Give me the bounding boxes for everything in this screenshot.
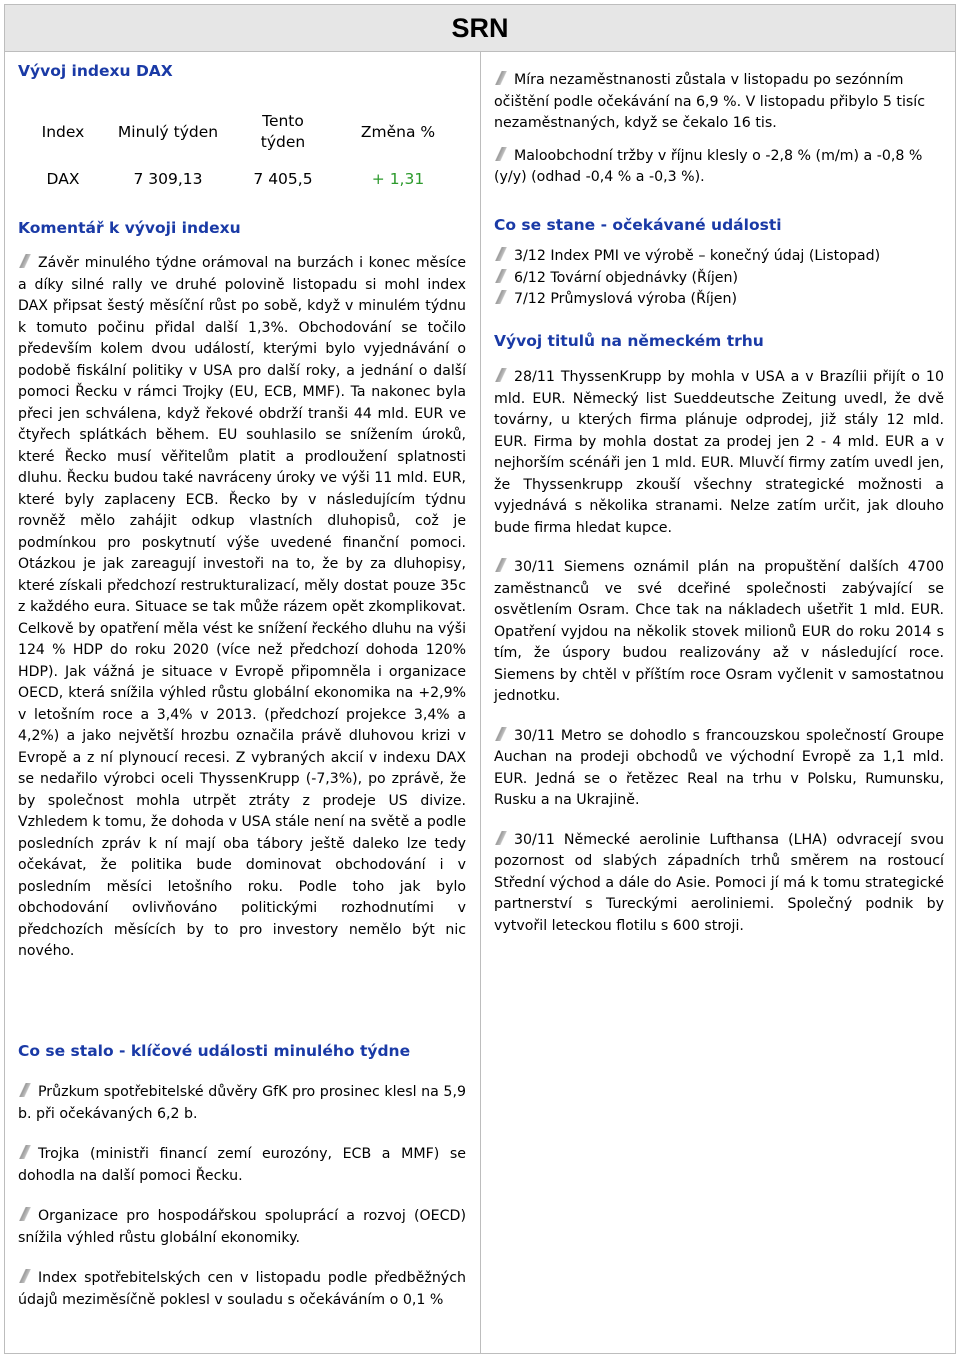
header-last-week: Minulý týden — [117, 123, 219, 141]
dax-table-wrap — [18, 108, 466, 202]
upcoming-item-text-end: konečný údaj (Listopad) — [705, 248, 881, 264]
title-news-item — [494, 830, 944, 938]
bullet-marker-icon — [494, 831, 508, 845]
cell-last-week: 7 309,13 — [133, 170, 203, 188]
upcoming-section — [494, 216, 944, 311]
upcoming-item — [494, 289, 944, 311]
commentary-body: Závěr minulého týdne orámoval na burzách i konec měsíce a díky silné rally ve druhé polovině listopadu si mohl index DAX připsat šestý měsíční růst po sobě, když v minulém týdnu k tomuto počinu přidal další 1,3%. Obchodování se točilo především kolem dvou událostí, kterými bylo vyjednávání o podobě fiskální politiky v USA pro další roky, a jednání o další pomoci Řecku v rámci Trojky (EU, ECB, MMF). Ta nakonec byla přeci jen schválena, když řekové obdrží tranši 44 mld. EUR ve čtyřech splátkách během. EU souhlasilo se snížením úroků, které Řecko musí věřitelům platit a prodloužení splatnosti dluhu. Řecku budou také navráceny úroky ve výši 11 mld. EUR, které byly zaplaceny ECB. Řecko by v následujícím týdnu rovněž mělo zahájit odkup vlastních dluhopisů, což je podmínkou pro poskytnutí výše uvedené finanční pomoci. Otázkou je jak zareagují investoři na to, že by za dluhopisy, které získali předchozí restrukturalizací, měly dostat pouze 35c z každého eura. Situace se tak může rázem opět zkomplikovat. Celkově by opatření měla vést ke snížení řeckého dluhu na výši 124 % HDP do roku 2020 (více než předchozí dohoda 120% HDP). Jak vážná je situace v Evropě připomněla i organizace OECD, která snížila výhled růstu globální ekonomika na +2,9% v letošním roce a 3,4% v 2013. (předchozí projekce 3,4% a 4,2%) a jako největší hrozbu označila právě dluhovou krizi v Evropě a z ní plynoucí recesi. Z vybraných akcií v indexu DAX se nedařilo výrobci oceli ThyssenKrupp (-7,3%), po zprávě, že by společnost mohla utrpět ztráty z prodeje US divize. Vzhledem k tomu, že dohoda v USA stále není na světě a podle posledních zpráv k ní mají oba tábory ještě daleko lze tedy očekávat, že politika bude dominovat obchodování i v posledním měsíci letošního roku. Podle toho jak bylo obchodování ovlivňováno politickými rozhodnutími v předchozích měsících by to pro investory nemělo být nic nového. — [18, 255, 466, 959]
title-news-item — [494, 726, 944, 812]
upcoming-item-dash: – — [698, 248, 706, 264]
title-news-item — [494, 557, 944, 708]
bullet-marker-icon — [494, 558, 508, 572]
dax-section-title: Vývoj indexu DAX — [18, 62, 173, 80]
dax-table — [18, 108, 458, 202]
header-index: Index — [41, 123, 85, 141]
title-news-text: 30/11 Siemens oznámil plán na propuštění dalších 4700 zaměstnanců ve své dceřiné společnosti zabývající se osvětlením Osram. Chce tak na nákladech ušetřit 1 mld. EUR. Opatření vyjdou na několik stovek milionů EUR do roku 2014 s tím, že úspory budou realizovány až v následující roce. Siemens by chtěl v příštím roce Osram vyčlenit v samostatnou jednotku. — [494, 559, 944, 704]
cell-index: DAX — [46, 170, 80, 188]
bullet-marker-icon — [18, 1145, 32, 1159]
title-news-text: 30/11 Metro se dohodlo s francouzskou společností Groupe Auchan na prodeji obchodů ve východní Evropě za 1,1 mld. EUR. Jedná se o řetězec Real na trhu v Polsku, Rumunsku, Rusku a na Ukrajině. — [494, 727, 944, 808]
key-events-section — [18, 1042, 466, 1311]
bullet-marker-icon — [494, 247, 508, 261]
bullet-marker-icon — [494, 269, 508, 283]
cell-this-week: 7 405,5 — [253, 170, 313, 188]
bullet-marker-icon — [494, 290, 508, 304]
page-title: SRN — [451, 13, 509, 43]
key-event-item — [18, 1144, 466, 1187]
column-divider — [480, 52, 481, 1354]
title-news-text: 30/11 Německé aerolinie Lufthansa (LHA) odvracejí svou pozornost od slabých západních trhů směrem na rostoucí Střední východ a dále do Asie. Pomoci jí má k tomu strategické partnerství s Tureckými aeroliniemi. Společný podnik by vytvořil leteckou flotilu s 600 stroji. — [494, 831, 944, 934]
commentary-text — [18, 253, 466, 963]
header-this-week-text: Tento týden — [260, 112, 306, 151]
news-item — [494, 146, 944, 189]
key-event-item — [18, 1206, 466, 1249]
right-top-section — [494, 70, 944, 189]
key-event-text: Organizace pro hospodářskou spoluprácí a rozvoj (OECD) snížila výhled růstu globální ekonomiky. — [18, 1208, 466, 1246]
header-change: Změna % — [360, 123, 436, 141]
dax-table-row — [18, 156, 458, 202]
news-text: Maloobchodní tržby v říjnu klesly o -2,8 % (m/m) a -0,8 % (y/y) (odhad -0,4 % a -0,3 %). — [494, 147, 923, 185]
commentary-section — [18, 219, 466, 963]
header-bar — [5, 5, 955, 52]
key-events-title: Co se stalo - klíčové události minulého týdne — [18, 1042, 411, 1060]
bullet-marker-icon — [18, 1083, 32, 1097]
header-this-week — [228, 108, 338, 156]
titles-title: Vývoj titulů na německém trhu — [494, 332, 764, 350]
upcoming-item-text: 7/12 Průmyslová výroba (Říjen) — [514, 291, 738, 307]
commentary-title: Komentář k vývoji indexu — [18, 219, 241, 237]
key-event-item — [18, 1268, 466, 1311]
dax-section — [18, 62, 466, 80]
bullet-marker-icon — [18, 1207, 32, 1221]
dax-table-header — [18, 108, 458, 156]
upcoming-item — [494, 268, 944, 290]
news-text: Míra nezaměstnanosti zůstala v listopadu po sezónním očištění podle očekávání na 6,9 %. V listopadu přibylo 5 tisíc nezaměstnaných, když se čekalo 16 tis. — [494, 72, 926, 131]
title-news-text: 28/11 ThyssenKrupp by mohla v USA a v Brazílii přijít o 10 mld. EUR. Německý list Sueddeutsche Zeitung uvedl, že dvě továrny, u kterých firma plánuje odprodej, již stály 12 mld. EUR. Firma by mohla dostat za prodej jen 2 - 4 mld. EUR a v nejhorším scénáři jen 1 mld. EUR. Mluvčí firmy zatím uvedl jen, že Thyssenkrupp zkouší všechny strategické možnosti a vyjednává s několika stranami. Nelze zatím určit, jak dlouho bude firma hledat kupce. — [494, 369, 944, 536]
cell-change: + 1,31 — [371, 170, 425, 188]
bullet-marker-icon — [494, 147, 508, 161]
upcoming-list — [494, 246, 944, 311]
news-item — [494, 70, 944, 135]
key-event-text: Trojka (ministři financí zemí eurozóny, ECB a MMF) se dohodla na další pomoci Řecku. — [18, 1146, 466, 1184]
upcoming-title: Co se stane - očekávané události — [494, 216, 782, 234]
key-event-item — [18, 1082, 466, 1125]
bullet-marker-icon — [494, 71, 508, 85]
bullet-marker-icon — [494, 368, 508, 382]
upcoming-item-text: 3/12 Index PMI ve výrobě — [514, 248, 699, 264]
title-news-item — [494, 367, 944, 539]
bullet-marker-icon — [494, 727, 508, 741]
bullet-marker-icon — [18, 1269, 32, 1283]
key-event-text: Průzkum spotřebitelské důvěry GfK pro prosinec klesl na 5,9 b. při očekávaných 6,2 b. — [18, 1084, 466, 1122]
upcoming-item-text: 6/12 Tovární objednávky (Říjen) — [514, 269, 739, 286]
bullet-marker-icon — [18, 254, 32, 268]
titles-section — [494, 332, 944, 937]
key-event-text: Index spotřebitelských cen v listopadu podle předběžných údajů meziměsíčně poklesl v souladu s očekáváním o 0,1 % — [18, 1270, 466, 1308]
upcoming-item — [494, 246, 944, 268]
